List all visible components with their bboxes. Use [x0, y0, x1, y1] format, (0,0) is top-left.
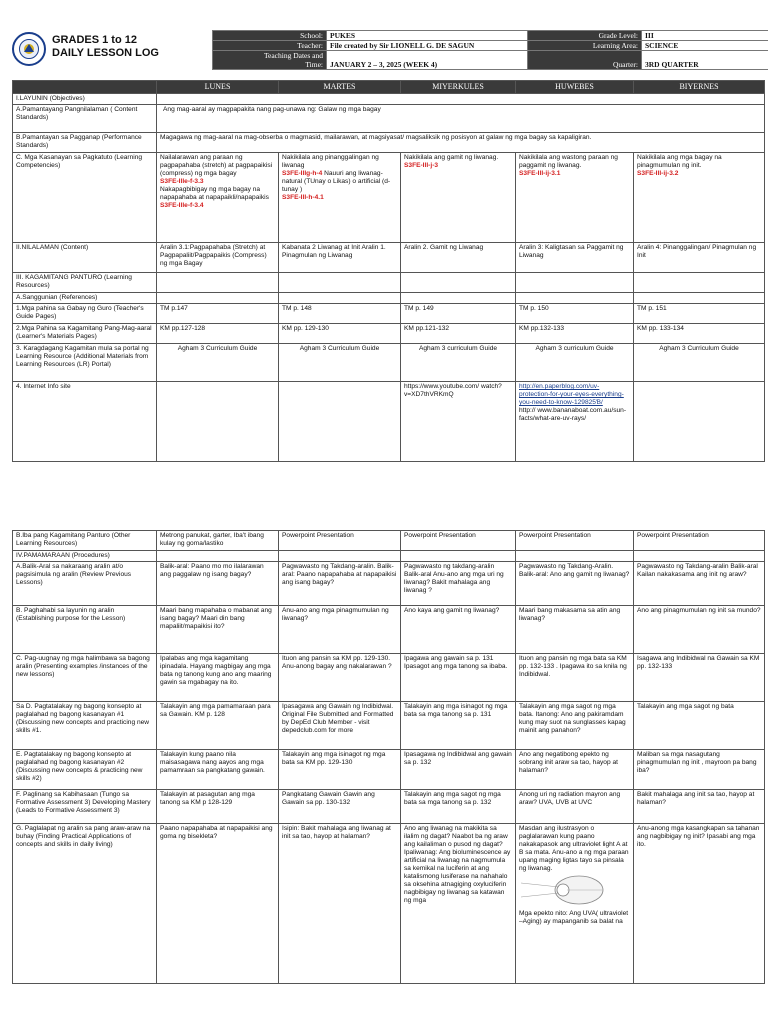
km-thursday: KM pp.132-133	[516, 324, 634, 344]
competency-text: Nakikilala ang gamit ng liwanag.	[404, 154, 499, 161]
empty-cell	[401, 293, 516, 304]
examples-monday: Ipalabas ang mga kagamitang ipinadala. Hayang magbigay ang mga bata ng tanong kung ano ang maaring gawin sa mgabagay na ito.	[157, 654, 279, 702]
competency-code: S3FE-IIIe-f-3.4	[160, 202, 204, 209]
discussion-2-friday: Maliban sa mga nasagutang pinagmumulan ng init , mayroon pa bang iba?	[634, 750, 765, 790]
mastery-monday: Talakayin at pasagutan ang mga tanong sa KM p 128-129	[157, 790, 279, 824]
tm-wednesday: TM p. 149	[401, 304, 516, 324]
mastery-tuesday: Pangkatang Gawain Gawin ang Gawain sa pp. 130-132	[279, 790, 401, 824]
empty-cell	[634, 273, 765, 293]
discussion-2-monday: Talakayin kung paano nila maisasagawa nang aayos ang mga pamamraan sa pangkatang gawain.	[157, 750, 279, 790]
competency-text: Nauuri ang liwanag-natural (TUnay o Likas) o artificial (d-tunay )	[282, 170, 391, 193]
agham-monday: Agham 3 Curriculum Guide	[157, 344, 279, 382]
empty-cell	[157, 382, 279, 462]
learners-materials-label: 2.Mga Pahina sa Kagamitang Pang-Mag-aaral (Learner's Materials Pages)	[13, 324, 157, 344]
discussion-1-tuesday: Ipasagawa ang Gawain ng Indibidwal. Original File Submitted and Formatted by DepEd Club Member - visit depedclub.com for more	[279, 702, 401, 750]
examples-thursday: Ituon ang pansin ng mga bata sa KM pp. 132-133 . Ipagawa ito sa knila ng Indibidwal.	[516, 654, 634, 702]
competency-tuesday	[279, 153, 401, 243]
km-wednesday: KM pp.121-132	[401, 324, 516, 344]
day-header-wednesday: MIYERKULES	[401, 81, 516, 94]
internet-link-2[interactable]: http:// www.bananaboat.com.au/sun-facts/what-are-uv-rays/	[519, 407, 627, 422]
examples-wednesday: Ipagawa ang gawain sa p. 131 Ipasagot ang mga tanong sa ibaba.	[401, 654, 516, 702]
discussion-1-thursday: Talakayin ang mga sagot ng mga bata. Itanong: Ano ang pakiramdam kung may suot na sunglasses kapag mainit ang panahon?	[516, 702, 634, 750]
teachers-guide-label: 1.Mga pahina sa Gabay ng Guro (Teacher's Guide Pages)	[13, 304, 157, 324]
lesson-table-part-2	[12, 530, 765, 984]
examples-friday: Isagawa ang Indibidwal na Gawain sa KM pp. 132-133	[634, 654, 765, 702]
empty-cell	[516, 293, 634, 304]
application-wednesday: Ano ang liwanag na makikita sa ilalim ng dagat? Naabot ba ng araw ang kailaliman o pusod ng dagat? Ipaliwanag: Ang bioluminescence ay artificial na liwanag na nagmumula sa kemikal na luciferin at ang katalismong lusiferase na nahahalo sa oksehina atnagiging oxyluciferin nagbibigay ng liwanag sa katawan ng mga	[401, 824, 516, 984]
tm-monday: TM p.147	[157, 304, 279, 324]
discussion-1-label: Sa D. Pagtatalakay ng bagong konsepto at paglalahad ng bagong kasanayan #1 (Discussing new concepts and practicing new skills #1.	[13, 702, 157, 750]
application-thursday-effects: Mga epekto nito: Ang UVA( ultraviolet –Aging) ay mapanganib sa balat na	[519, 910, 629, 925]
iba-thursday: Powerpoint Presentation	[516, 531, 634, 551]
empty-cell	[157, 273, 279, 293]
deped-seal-icon	[12, 32, 46, 66]
references-label: A.Sanggunian (References)	[13, 293, 157, 304]
agham-wednesday: Agham 3 curriculum Guide	[401, 344, 516, 382]
competency-code: S3FE-III-ij-3.1	[519, 170, 561, 177]
competencies-label: C. Mga Kasanayan sa Pagkatuto (Learning Competencies)	[13, 153, 157, 243]
quarter-label: Quarter:	[528, 51, 642, 70]
empty-cell	[401, 273, 516, 293]
mastery-wednesday: Talakayin ang mga sagot ng mga bata sa mga tanong sa p. 132	[401, 790, 516, 824]
day-header-monday: LUNES	[157, 81, 279, 94]
competency-code: S3FE-III-ij-3.2	[637, 170, 679, 177]
tm-friday: TM p. 151	[634, 304, 765, 324]
discussion-1-monday: Talakayin ang mga pamamaraan para sa Gawain. KM p. 128	[157, 702, 279, 750]
day-header-tuesday: MARTES	[279, 81, 401, 94]
km-friday: KM pp. 133-134	[634, 324, 765, 344]
internet-thursday	[516, 382, 634, 462]
purpose-thursday: Maari bang makasama sa atin ang liwanag?	[516, 606, 634, 654]
eye-uv-illustration-icon	[519, 873, 619, 907]
grade-level-value: III	[642, 31, 768, 41]
competency-text: Nakikilala ang pinanggalingan ng liwanag	[282, 154, 379, 169]
mastery-label: F. Paglinang sa Kabihasaan (Tungo sa Formative Assessment 3) Developing Mastery (Leads to Formative Assessment 3)	[13, 790, 157, 824]
discussion-2-thursday: Ano ang negatibong epekto ng sobrang init araw sa tao, hayop at halaman?	[516, 750, 634, 790]
grade-level-label: Grade Level:	[528, 31, 642, 41]
learning-area-value: SCIENCE	[642, 41, 768, 51]
competency-code: S3FE-III-j-3	[404, 162, 439, 169]
purpose-label: B. Paghahabi sa layunin ng aralin (Establishing purpose for the Lesson)	[13, 606, 157, 654]
quarter-value: 3RD QUARTER	[642, 51, 768, 70]
purpose-friday: Ano ang pinagmumulan ng init sa mundo?	[634, 606, 765, 654]
examples-label: C. Pag-uugnay ng mga halimbawa sa bagong aralin (Presenting examples /instances of the new lessons)	[13, 654, 157, 702]
application-friday: Anu-anong mga kasangkapan sa tahanan ang nagbibigay ng init? Ipasabi ang mga ito.	[634, 824, 765, 984]
content-thursday: Aralin 3: Kaligtasan sa Paggamit ng Liwanag	[516, 243, 634, 273]
discussion-2-wednesday: Ipasagawa ng Indibidwal ang gawain sa p. 132	[401, 750, 516, 790]
internet-link[interactable]: http://en.paperblog.com/uv-protection-for-your-eyes-everything-you-need-to-know-129825Ɓ/	[519, 383, 624, 406]
iba-tuesday: Powerpoint Presentation	[279, 531, 401, 551]
school-label: School:	[213, 31, 327, 41]
competency-code: S3FE-IIIe-f-3.3	[160, 178, 204, 185]
competency-code: S3FE-IIIg-h-4	[282, 170, 323, 177]
application-label: G. Paglalapat ng aralin sa pang araw-araw na buhay (Finding Practical Applications of concepts and skills in daily living)	[13, 824, 157, 984]
internet-info-label: 4. Internet Info site	[13, 382, 157, 462]
application-tuesday: Isipin: Bakit mahalaga ang liwanag at init sa tao, hayop at halaman?	[279, 824, 401, 984]
review-monday: Balik-aral: Paano mo mo ilalarawan ang paggalaw ng isang bagay?	[157, 562, 279, 606]
empty-cell	[157, 551, 279, 562]
layunin-empty	[157, 94, 765, 105]
mastery-friday: Bakit mahalaga ang init sa tao, hayop at halaman?	[634, 790, 765, 824]
performance-standards-text: Magagawa ng mag-aaral na mag-obserba o magmasid, mailarawan, at magsiyasat/ magsaliksik ng posisyon at galaw ng mga bagay sa kapaligiran.	[157, 133, 765, 153]
review-wednesday: Pagwawasto ng takdang-aralin Balik-aral Anu-ano ang mga uri ng liwanag? Bakit mahalaga ang liwanag ?	[401, 562, 516, 606]
learning-resources-label: III. KAGAMITANG PANTURO (Learning Resources)	[13, 273, 157, 293]
discussion-2-tuesday: Talakayin ang mga isinagot ng mga bata sa KM pp. 129-130	[279, 750, 401, 790]
iba-monday: Metrong panukat, garter, Iba't ibang kulay ng goma/lastiko	[157, 531, 279, 551]
tm-thursday: TM p. 150	[516, 304, 634, 324]
day-header-friday: BIYERNES	[634, 81, 765, 94]
performance-standards-label: B.Pamantayan sa Pagganap (Performance Standards)	[13, 133, 157, 153]
purpose-wednesday: Ano kaya ang gamit ng liwanag?	[401, 606, 516, 654]
mastery-thursday: Anong uri ng radiation mayron ang araw? UVA, UVB at UVC	[516, 790, 634, 824]
empty-cell	[279, 293, 401, 304]
km-tuesday: KM pp. 129-130	[279, 324, 401, 344]
review-label: A.Balik-Aral sa nakaraang aralin at/o pagsisimula ng aralin (Review Previous Lessons)	[13, 562, 157, 606]
layunin-label: I.LAYUNIN (Objectives)	[13, 94, 157, 105]
content-friday: Aralin 4: Pinanggalingan/ Pinagmulan ng Init	[634, 243, 765, 273]
competency-text: Nakapagbibigay ng mga bagay na napapahaba at napapaikli/napapaikis	[160, 186, 269, 201]
competency-text: Nailalarawan ang paraan ng pagpapahaba (stretch) at pagpapaikisi (compress) ng mga bagay	[160, 154, 273, 177]
discussion-1-wednesday: Talakayin ang mga isinagot ng mga bata sa mga tanong sa p. 131	[401, 702, 516, 750]
purpose-monday: Maari bang mapahaba o mabanat ang isang bagay? Maari din bang mapaliit/mapaikisi ito?	[157, 606, 279, 654]
empty-cell	[279, 551, 401, 562]
competency-code: S3FE-III-h-4.1	[282, 194, 324, 201]
agham-thursday: Agham 3 curriculum Guide	[516, 344, 634, 382]
agham-tuesday: Agham 3 Curriculum Guide	[279, 344, 401, 382]
review-friday: Pagwawasto ng Takdang-aralin Balik-aral Kailan nakakasama ang init ng araw?	[634, 562, 765, 606]
school-value: PUKES	[327, 31, 528, 41]
empty-cell	[279, 273, 401, 293]
empty-cell	[279, 382, 401, 462]
competency-thursday	[516, 153, 634, 243]
empty-cell	[516, 551, 634, 562]
dates-label-line-1: Teaching Dates and	[263, 51, 323, 60]
content-tuesday: Kabanata 2 Liwanag at Init Aralin 1. Pinagmulan ng Liwanag	[279, 243, 401, 273]
empty-cell	[516, 273, 634, 293]
header-info-table	[212, 30, 768, 70]
discussion-1-friday: Talakayin ang mga sagot ng bata	[634, 702, 765, 750]
application-thursday-text: Masdan ang ilustrasyon o paglalarawan kung paano nakakapasok ang ultraviolet light A at B sa mata. Anu-ano a ng mga paraan upang maging ligtas tayo sa pinsala ng liwanag.	[519, 825, 629, 872]
application-monday: Paano napapahaba at napapaikisi ang goma ng bisekleta?	[157, 824, 279, 984]
title-line-1: GRADES 1 to 12	[52, 34, 137, 46]
iba-wednesday: Powerpoint Presentation	[401, 531, 516, 551]
content-standards-text: Ang mag-aaral ay magpapakita nang pag-unawa ng: Galaw ng mga bagay	[157, 105, 765, 133]
title-line-2: DAILY LESSON LOG	[52, 47, 159, 59]
teacher-value: File created by Sir LIONELL G. DE SAGUN	[327, 41, 528, 51]
application-thursday	[516, 824, 634, 984]
day-header-thursday: HUWEBES	[516, 81, 634, 94]
other-resources-label: B.Iba pang Kagamitang Panturo (Other Learning Resources)	[13, 531, 157, 551]
content-standards-label: A.Pamantayang Pangnilalaman ( Content Standards)	[13, 105, 157, 133]
content-wednesday: Aralin 2. Gamit ng Liwanag	[401, 243, 516, 273]
dates-value: JANUARY 2 – 3, 2025 (WEEK 4)	[327, 51, 528, 70]
empty-cell	[157, 293, 279, 304]
document-title	[52, 34, 159, 60]
competency-text: Nakikilala ang wastong paraan ng paggamit ng liwanag.	[519, 154, 618, 169]
discussion-2-label: E. Pagtatalakay ng bagong konsepto at paglalahad ng bagong kasanayan #2 (Discussing new concepts & practicing new skills #2)	[13, 750, 157, 790]
agham-friday: Agham 3 Curriculum Guide	[634, 344, 765, 382]
empty-cell	[634, 293, 765, 304]
lesson-table-part-1	[12, 80, 765, 462]
procedures-label: IV.PAMAMARAAN (Procedures)	[13, 551, 157, 562]
content-label: II.NILALAMAN (Content)	[13, 243, 157, 273]
iba-friday: Powerpoint Presentation	[634, 531, 765, 551]
tm-tuesday: TM p. 148	[279, 304, 401, 324]
review-thursday: Pagwawasto ng Takdang-Aralin. Balik-aral: Ano ang gamit ng liwanag?	[516, 562, 634, 606]
teacher-label: Teacher:	[213, 41, 327, 51]
competency-monday	[157, 153, 279, 243]
empty-cell	[401, 551, 516, 562]
content-monday: Aralin 3.1:Pagpapahaba (Stretch) at Pagpapaliit/Pagpapaikis (Compress) ng mga Bagay	[157, 243, 279, 273]
additional-materials-label: 3. Karagdagang Kagamitan mula sa portal ng Learning Resource (Additional Materials from Learning Resources (LR) Portal)	[13, 344, 157, 382]
dates-label	[213, 51, 327, 70]
empty-cell	[634, 551, 765, 562]
dates-label-line-2: Time:	[305, 60, 323, 69]
corner-cell	[13, 81, 157, 94]
competency-text: Nakikilala ang mga bagay na pinagmumulan ng init.	[637, 154, 722, 169]
competency-wednesday	[401, 153, 516, 243]
empty-cell	[634, 382, 765, 462]
examples-tuesday: Ituon ang pansin sa KM pp. 129-130. Anu-anong bagay ang nakalarawan ?	[279, 654, 401, 702]
km-monday: KM pp.127-128	[157, 324, 279, 344]
learning-area-label: Learning Area:	[528, 41, 642, 51]
review-tuesday: Pagwawasto ng Takdang-aralin. Balik-aral: Paano napapahaba at napapaikisi ang isang bagay?	[279, 562, 401, 606]
purpose-tuesday: Anu-ano ang mga pinagmumulan ng liwanag?	[279, 606, 401, 654]
internet-wednesday[interactable]: https://www.youtube.com/ watch?v=XD7thVRKmQ	[401, 382, 516, 462]
competency-friday	[634, 153, 765, 243]
